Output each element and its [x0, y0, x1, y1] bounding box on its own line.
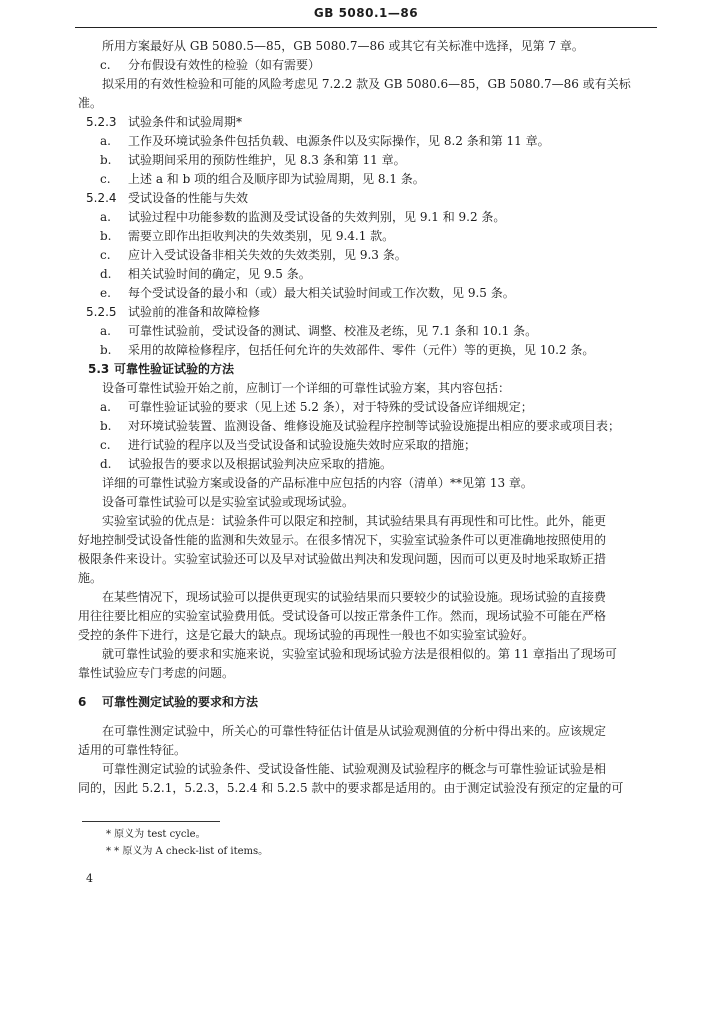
subsection-heading-5-2-4 — [78, 189, 648, 208]
section-number: 6 — [78, 695, 87, 709]
item-label: c. — [100, 58, 111, 72]
section-title: 可靠性验证试验的方法 — [114, 362, 235, 376]
footnote: * 原义为 test cycle。 — [106, 829, 206, 840]
body-line: 适用的可靠性特征。 — [78, 743, 187, 757]
subsection-heading-5-2-3 — [78, 113, 648, 132]
list-item — [78, 341, 648, 360]
item-text: 应计入受试设备非相关失效的失效类别，见 9.3 条。 — [128, 248, 407, 262]
list-item — [78, 284, 648, 303]
item-text: 对环境试验装置、监测设备、维修设施及试验程序控制等试验设施提出相应的要求或项目表； — [128, 419, 621, 433]
standard-code-header: GB 5080.1—86 — [313, 6, 419, 20]
section-gap — [78, 712, 648, 722]
body-line: 好地控制受试设备性能的监测和失效显示。在很多情况下，实验室试验条件可以更准确地按照使用的 — [78, 533, 607, 547]
subsection-number: 5.2.3 — [86, 115, 117, 129]
body-line: 可靠性测定试验的试验条件、受试设备性能、试验观测及试验程序的概念与可靠性验证试验是相 — [102, 762, 607, 776]
body-line: 设备可靠性试验开始之前，应制订一个详细的可靠性试验方案，其内容包括： — [102, 381, 511, 395]
list-item — [78, 227, 648, 246]
item-label: c. — [100, 438, 111, 452]
item-label: b. — [100, 419, 112, 433]
item-text: 分布假设有效性的检验（如有需要） — [128, 58, 321, 72]
subsection-number: 5.2.5 — [86, 305, 117, 319]
item-text: 可靠性验证试验的要求（见上述 5.2 条），对于特殊的受试设备应详细规定； — [128, 400, 533, 414]
item-label: b. — [100, 229, 112, 243]
body-line: 极限条件来设计。实验室试验还可以及早对试验做出判决和发现问题，因而可以更及时地采取矫正措 — [78, 552, 607, 566]
body-line: 同的，因此 5.2.1，5.2.3，5.2.4 和 5.2.5 款中的要求都是适用的。由于测定试验没有预定的定量的可 — [78, 781, 624, 795]
body-line: 在某些情况下，现场试验可以提供更现实的试验结果而只要较少的试验设施。现场试验的直接费 — [102, 590, 607, 604]
body-line: 拟采用的有效性检验和可能的风险考虑见 7.2.2 款及 GB 5080.6—85，GB 5080.7—86 或有关标 — [102, 77, 631, 91]
body-line: 施。 — [78, 571, 103, 585]
section-title: 可靠性测定试验的要求和方法 — [102, 695, 259, 709]
body-line: 在可靠性测定试验中，所关心的可靠性特征估计值是从试验观测值的分析中得出来的。应该规定 — [102, 724, 607, 738]
item-label: a. — [100, 324, 111, 338]
item-label: a. — [100, 134, 111, 148]
item-text: 可靠性试验前，受试设备的测试、调整、校准及老练，见 7.1 条和 10.1 条。 — [128, 324, 538, 338]
list-item — [78, 56, 648, 75]
footnote: * * 原义为 A check-list of items。 — [106, 846, 269, 857]
item-text: 进行试验的程序以及当受试设备和试验设施失效时应采取的措施； — [128, 438, 477, 452]
body-line: 实验室试验的优点是：试验条件可以限定和控制，其试验结果具有再现性和可比性。此外，能更 — [102, 514, 607, 528]
item-label: c. — [100, 248, 111, 262]
section-number: 5.3 — [88, 362, 110, 376]
list-item — [78, 132, 648, 151]
section-heading-5-3 — [78, 360, 648, 379]
item-text: 上述 a 和 b 项的组合及顺序即为试验周期，见 8.1 条。 — [128, 172, 425, 186]
item-label: a. — [100, 210, 111, 224]
item-text: 每个受试设备的最小和（或）最大相关试验时间或工作次数，见 9.5 条。 — [128, 286, 515, 300]
body-line: 受控的条件下进行，这是它最大的缺点。现场试验的再现性一般也不如实验室试验好。 — [78, 628, 535, 642]
body-line: 就可靠性试验的要求和实施来说，实验室试验和现场试验方法是很相似的。第 11 章指出了现场可 — [102, 647, 617, 661]
list-item — [78, 436, 648, 455]
list-item — [78, 170, 648, 189]
section-gap — [78, 683, 648, 693]
footnotes — [106, 826, 268, 860]
item-label: d. — [100, 457, 112, 471]
body-line: 所用方案最好从 GB 5080.5—85，GB 5080.7—86 或其它有关标准中选择，见第 7 章。 — [102, 39, 584, 53]
section-heading-6 — [78, 693, 648, 712]
item-label: e. — [100, 286, 111, 300]
body-line: 用往往要比相应的实验室试验费用低。受试设备可以按正常条件工作。然而，现场试验不可能在严格 — [78, 609, 607, 623]
list-item — [78, 322, 648, 341]
page-number: 4 — [86, 872, 93, 885]
item-text: 试验过程中功能参数的监测及受试设备的失效判别，见 9.1 和 9.2 条。 — [128, 210, 506, 224]
item-text: 工作及环境试验条件包括负载、电源条件以及实际操作，见 8.2 条和第 11 章。 — [128, 134, 550, 148]
item-label: d. — [100, 267, 112, 281]
subsection-title: 受试设备的性能与失效 — [128, 191, 249, 205]
body-line: 详细的可靠性试验方案或设备的产品标准中应包括的内容（清单）**见第 13 章。 — [102, 476, 533, 490]
body-line: 设备可靠性试验可以是实验室试验或现场试验。 — [102, 495, 355, 509]
list-item — [78, 151, 648, 170]
list-item — [78, 246, 648, 265]
body-line: 靠性试验应专门考虑的问题。 — [78, 666, 235, 680]
footnote-rule — [82, 821, 220, 822]
page-body — [78, 37, 648, 798]
subsection-heading-5-2-5 — [78, 303, 648, 322]
item-text: 试验期间采用的预防性维护，见 8.3 条和第 11 章。 — [128, 153, 406, 167]
subsection-title: 试验前的准备和故障检修 — [128, 305, 261, 319]
header-rule — [75, 27, 657, 28]
subsection-title: 试验条件和试验周期* — [128, 115, 243, 129]
list-item — [78, 398, 648, 417]
list-item — [78, 455, 648, 474]
body-line: 准。 — [78, 96, 103, 110]
item-text: 需要立即作出拒收判决的失效类别，见 9.4.1 款。 — [128, 229, 395, 243]
list-item — [78, 208, 648, 227]
item-text: 相关试验时间的确定，见 9.5 条。 — [128, 267, 311, 281]
item-text: 试验报告的要求以及根据试验判决应采取的措施。 — [128, 457, 393, 471]
item-label: a. — [100, 400, 111, 414]
list-item — [78, 417, 648, 436]
item-label: b. — [100, 153, 112, 167]
item-label: c. — [100, 172, 111, 186]
subsection-number: 5.2.4 — [86, 191, 117, 205]
list-item — [78, 265, 648, 284]
item-label: b. — [100, 343, 112, 357]
item-text: 采用的故障检修程序，包括任何允许的失效部件、零件（元件）等的更换，见 10.2 条。 — [128, 343, 595, 357]
